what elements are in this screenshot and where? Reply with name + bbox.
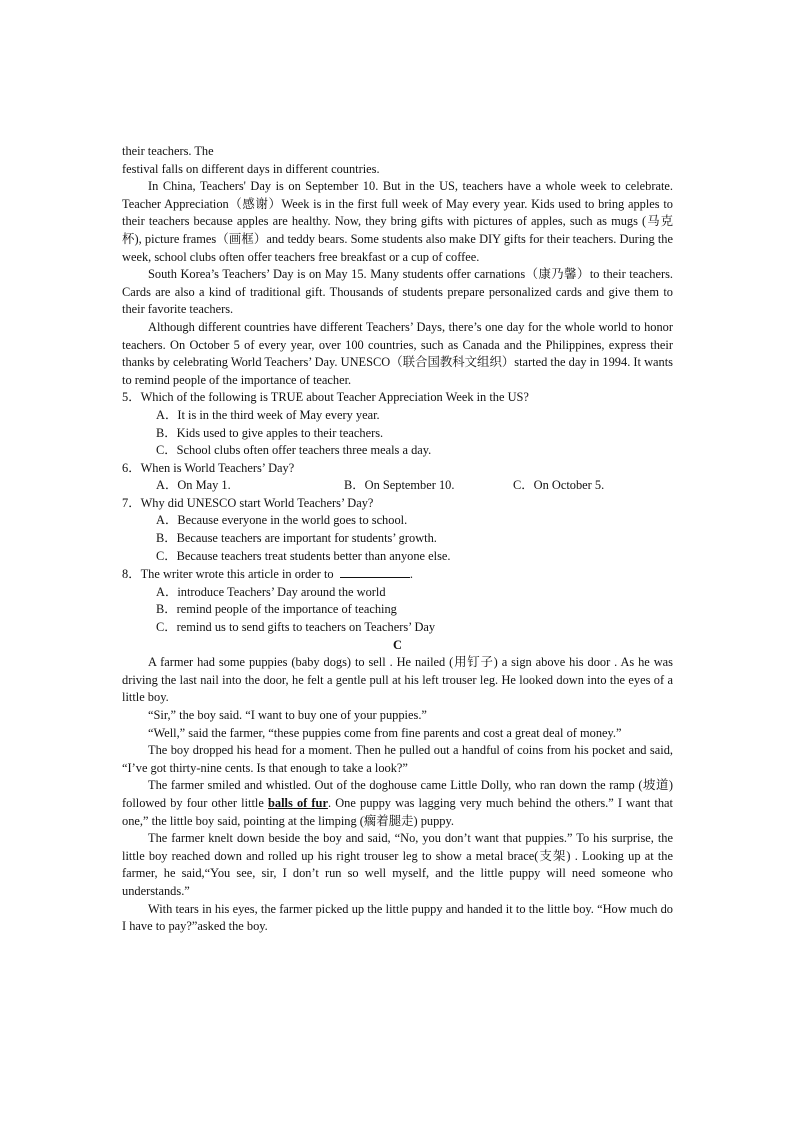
question-8-option-b: B．remind people of the importance of teaching — [156, 602, 397, 617]
question-5-option-c: C．School clubs often offer teachers three meals a day. — [156, 443, 432, 458]
question-7-stem: 7．Why did UNESCO start World Teachers’ Day? — [122, 495, 374, 510]
passage-c-paragraph-3: “Well,” said the farmer, “these puppies come from fine parents and cost a great deal of money.” — [148, 725, 622, 740]
section-c-heading: C — [393, 637, 402, 652]
passage-c-paragraph-4: The boy dropped his head for a moment. Then he pulled out a handful of coins from his pocket and said, “I’ve got thirty-nine cents. Is that enough to take a look?” — [122, 743, 673, 775]
passage-b-paragraph-2: South Korea’s Teachers’ Day is on May 15. Many students offer carnations（康乃馨）to their teachers. Cards are also a kind of traditional gift. Thousands of students prepare personalized cards and give them to their favorite teachers. — [122, 267, 673, 317]
answer-blank — [340, 565, 410, 578]
question-6-option-c: C．On October 5. — [513, 478, 605, 493]
passage-c-paragraph-2: “Sir,” the boy said. “I want to buy one of your puppies.” — [148, 708, 427, 722]
question-7-option-c: C．Because teachers treat students better than anyone else. — [156, 548, 451, 563]
question-6-options — [122, 477, 673, 495]
question-5-option-a: A．It is in the third week of May every year. — [156, 407, 380, 422]
question-8-stem-end: . — [409, 567, 413, 582]
question-7-option-b: B．Because teachers are important for students’ growth. — [156, 531, 437, 546]
question-5-option-b: B．Kids used to give apples to their teachers. — [156, 425, 384, 440]
passage-c-paragraph-7: With tears in his eyes, the farmer picked up the little puppy and handed it to the little boy. “How much do I have to pay?”asked the boy. — [122, 901, 673, 934]
question-5-stem: 5．Which of the following is TRUE about Teacher Appreciation Week in the US? — [122, 390, 529, 405]
passage-c-paragraph-5-start: The farmer smiled and whistled. Out of the doghouse came Little Dolly, who ran down the ramp (坡道) followed by four other little — [122, 778, 673, 810]
passage-b-paragraph-1: In China, Teachers' Day is on September 10. But in the US, teachers have a whole week to celebrate. Teacher Appreciation（感谢）Week is in the first full week of May every year. Kids used to bring apples to their teachers because apples are healthy. Now, they bring gifts with pictures of apples, such as mugs (马克杯), picture frames（画框）and teddy bears. Some students also make DIY gifts for their teachers. During the week, school clubs often offer teachers free breakfast or a cup of coffee. — [122, 179, 673, 264]
question-6-option-a: A．On May 1. — [156, 478, 231, 493]
question-6-stem: 6．When is World Teachers’ Day? — [122, 460, 295, 475]
passage-c-paragraph-5-end: . One puppy was lagging very much behind the others.” I want that one,” the little boy said, pointing at the limping (瘸着腿走) puppy. — [122, 795, 673, 828]
passage-c-paragraph-5 — [122, 777, 673, 830]
question-8-option-a: A．introduce Teachers’ Day around the world — [156, 584, 386, 599]
question-7-option-a: A．Because everyone in the world goes to school. — [156, 513, 408, 528]
balls-of-fur-phrase: balls of fur — [268, 795, 328, 810]
question-6-option-b: B．On September 10. — [344, 478, 455, 493]
passage-c-paragraph-1: A farmer had some puppies (baby dogs) to sell . He nailed (用钉子) a sign above his door . As he was driving the last nail into the door, he felt a gentle pull at his left trouser leg. He looked down into the eyes of a little boy. — [122, 655, 673, 705]
question-8-stem: 8．The writer wrote this article in order to — [122, 567, 334, 582]
passage-b-line-1: their teachers. The — [122, 144, 214, 158]
passage-b-paragraph-3: Although different countries have different Teachers’ Days, there’s one day for the whole world to honor teachers. On October 5 of every year, over 100 countries, such as Canada and the Philippines, express their thanks by celebrating World Teachers’ Day. UNESCO（联合国教科文组织）started the day in 1994. It wants to remind people of the importance of teacher. — [122, 319, 673, 387]
question-8-stem-line — [122, 565, 673, 584]
passage-b-line-2: festival falls on different days in different countries. — [122, 161, 380, 176]
passage-c-paragraph-6: The farmer knelt down beside the boy and said, “No, you don’t want that puppies.” To his surprise, the little boy reached down and rolled up his right trouser leg to show a metal brace(支架) . Looking up at the farmer, he said,“You see, sir, I don’t run so well myself, and the little puppy will need someone who understands.” — [122, 831, 673, 898]
document-page — [122, 143, 673, 936]
question-8-option-c: C．remind us to send gifts to teachers on Teachers’ Day — [156, 620, 436, 635]
